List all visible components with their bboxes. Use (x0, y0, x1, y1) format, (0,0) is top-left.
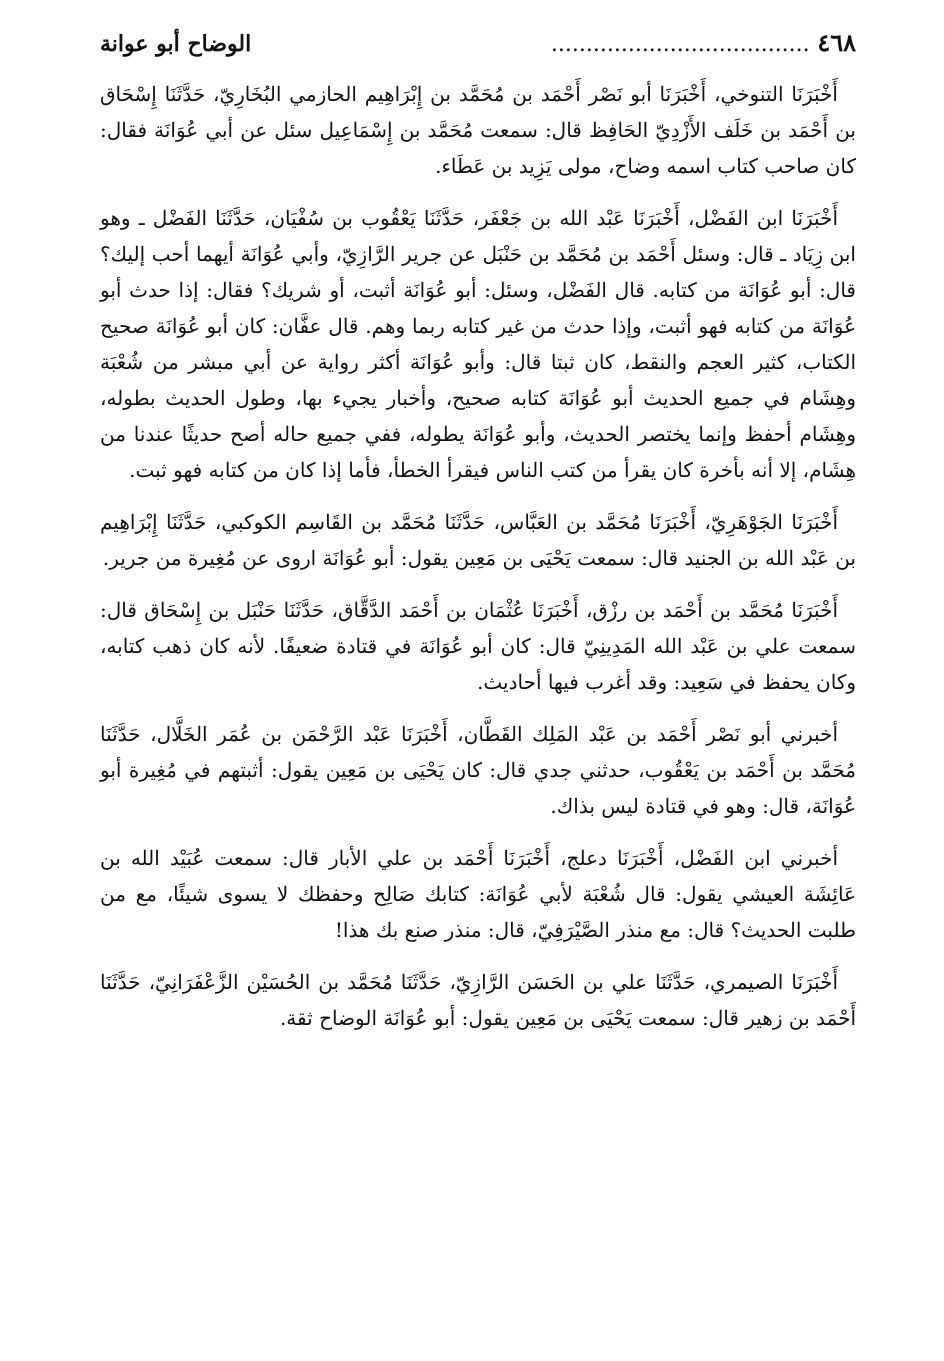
header-right (551, 21, 856, 67)
page-header (100, 22, 856, 66)
main-text (100, 76, 856, 1036)
paragraph: أخبرني أبو نَصْر أَحْمَد بن عَبْد المَلِك القَطَّان، أَخْبَرَنَا عَبْد الرَّحْمَن بن عُمَر الخَلَّال، حَدَّثَنَا مُحَمَّد بن أَحْمَد بن يَعْقُوب، حدثني جدي قال: كان يَحْيَى بن مَعِين يقول: أثبتهم في مُغِيرة أبو عُوَانَة، قال: وهو في قتادة ليس بذاك. (100, 722, 856, 818)
paragraph: أَخْبَرَنَا ابن الفَضْل، أَخْبَرَنَا عَبْد الله بن جَعْفَر، حَدَّثَنَا يَعْقُوب بن سُفْيَان، حَدَّثَنَا الفَضْل ـ وهو ابن زِيَاد ـ قال: وسئل أَحْمَد بن مُحَمَّد بن حَنْبَل عن جرير الرَّازِيّ، وأبي عُوَانَة أيهما أحب إليك؟ قال: أبو عُوَانَة من كتابه. قال الفَضْل، وسئل: أبو عُوَانَة أثبت، أو شريك؟ فقال: إذا حدث أبو عُوَانَة من كتابه فهو أثبت، وإذا حدث من غير كتابه ربما وهم. قال عفَّان: كان أبو عُوَانَة صحيح الكتاب، كثير العجم والنقط، كان ثبتا قال: وأبو عُوَانَة أكثر رواية عن أبي مبشر من شُعْبَة وهِشَام في جميع الحديث أبو عُوَانَة كتابه صحيح، وأخبار يجيء بها، وطول الحديث بطوله، وهِشَام أحفظ وإنما يختصر الحديث، وأبو عُوَانَة يطوله، ففي جميع حاله أصح حديثًا عندنا من هِشَام، إلا أنه بأخرة كان يقرأ من كتب الناس فيقرأ الخطأ، فأما إذا كان من كتابه فهو ثبت. (100, 206, 856, 482)
paragraph: أخبرني ابن الفَضْل، أَخْبَرَنَا دعلج، أَخْبَرَنَا أَحْمَد بن علي الأبار قال: سمعت عُبَيْد الله بن عَائِشَة العيشي يقول: قال شُعْبَة لأبي عُوَانَة: كتابك صَالِح وحفظك لا يسوى شيئًا، مع من طلبت الحديث؟ قال: مع منذر الصَّيْرَفِيّ، قال: منذر صنع بك هذا! (100, 846, 856, 942)
paragraph: أَخْبَرَنَا التنوخي، أَخْبَرَنَا أبو نَصْر أَحْمَد بن مُحَمَّد بن إِبْرَاهِيم الحازمي البُخَارِيّ، حَدَّثَنَا إِسْحَاق بن أَحْمَد بن خَلَف الأَزْدِيّ الحَافِظ قال: سمعت مُحَمَّد بن إِسْمَاعِيل سئل عن أبي عُوَانَة فقال: كان صاحب كتاب اسمه وضاح، مولى يَزِيد بن عَطَاء. (100, 82, 856, 178)
page-number: ٤٦٨ (817, 28, 856, 57)
paragraph: أَخْبَرَنَا مُحَمَّد بن أَحْمَد بن رزْق، أَخْبَرَنَا عُثْمَان بن أَحْمَد الدَّقَّاق، حَدَّثَنَا حَنْبَل بن إِسْحَاق قال: سمعت علي بن عَبْد الله المَدِينِيّ قال: كان أبو عُوَانَة في قتادة ضعيفًا. لأنه كان ذهب كتابه، وكان يحفظ في سَعِيد: وقد أغرب فيها أحاديث. (100, 598, 856, 694)
running-title: الوضاح أبو عوانة (100, 31, 252, 57)
paragraph: أَخْبَرَنَا الصيمري، حَدَّثَنَا علي بن الحَسَن الرَّازِيّ، حَدَّثَنَا مُحَمَّد بن الحُسَيْن الزَّعْفَرَانِيّ، حَدَّثَنَا أَحْمَد بن زهير قال: سمعت يَحْيَى بن مَعِين يقول: أبو عُوَانَة الوضاح ثقة. (100, 970, 856, 1030)
paragraph: أَخْبَرَنَا الجَوْهَرِيّ، أَخْبَرَنَا مُحَمَّد بن العَبَّاس، حَدَّثَنَا مُحَمَّد بن القَاسِم الكوكبي، حَدَّثَنَا إِبْرَاهِيم بن عَبْد الله بن الجنيد قال: سمعت يَحْيَى بن مَعِين يقول: أبو عُوَانَة اروى عن مُغِيرة من جرير. (100, 510, 856, 570)
header-dots: ..................................... (550, 32, 810, 57)
